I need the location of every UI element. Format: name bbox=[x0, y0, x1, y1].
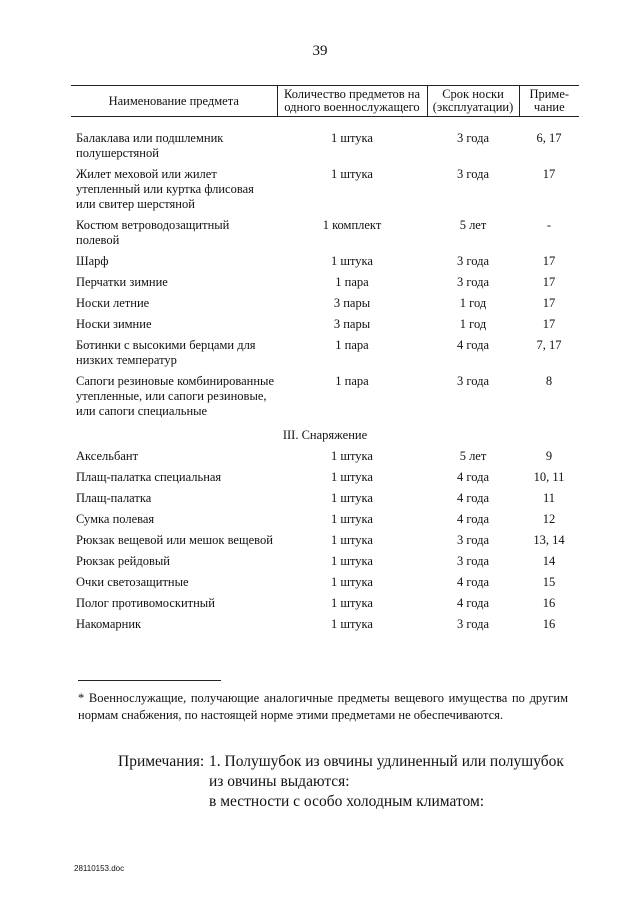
item-name-cell: Рюкзак рейдовый bbox=[76, 554, 170, 568]
note-cell: 17 bbox=[542, 296, 556, 310]
table-row bbox=[71, 533, 579, 554]
note-cell: 9 bbox=[545, 449, 553, 463]
item-name-cell: Сапоги резиновые комбинированные утепленные, или сапоги резиновые, или сапоги специальные bbox=[76, 374, 274, 418]
wear-term-cell: 1 год bbox=[459, 317, 487, 331]
item-name-cell: Аксельбант bbox=[76, 449, 139, 463]
item-name-cell: Костюм ветроводозащитный полевой bbox=[76, 218, 230, 247]
quantity-cell: 1 пара bbox=[335, 275, 369, 289]
wear-term-cell: 3 года bbox=[457, 554, 489, 568]
item-name-cell: Накомарник bbox=[76, 617, 142, 631]
quantity-cell: 3 пары bbox=[333, 317, 371, 331]
quantity-cell: 1 штука bbox=[331, 491, 373, 505]
quantity-cell: 1 пара bbox=[335, 338, 369, 352]
item-name-cell: Плащ-палатка bbox=[76, 491, 152, 505]
wear-term-cell: 3 года bbox=[457, 131, 489, 145]
note-cell: 14 bbox=[542, 554, 556, 568]
note-cell: 10, 11 bbox=[533, 470, 565, 484]
item-name-cell: Жилет меховой или жилет утепленный или куртка флисовая или свитер шерстяной bbox=[76, 167, 254, 211]
note-cell: 15 bbox=[542, 575, 556, 589]
quantity-cell: 1 штука bbox=[331, 554, 373, 568]
section-title: III. Снаряжение bbox=[282, 428, 368, 442]
table-row bbox=[71, 449, 579, 470]
item-name-cell: Носки летние bbox=[76, 296, 150, 310]
table-row bbox=[71, 296, 579, 317]
note-cell: 17 bbox=[542, 275, 556, 289]
table-row bbox=[71, 117, 579, 168]
table-row bbox=[71, 512, 579, 533]
note-cell: 12 bbox=[542, 512, 556, 526]
table-row bbox=[71, 317, 579, 338]
table-row bbox=[71, 617, 579, 638]
item-name-cell: Шарф bbox=[76, 254, 109, 268]
item-name-cell: Перчатки зимние bbox=[76, 275, 168, 289]
table-row bbox=[71, 596, 579, 617]
quantity-cell: 1 комплект bbox=[322, 218, 382, 232]
quantity-cell: 1 штука bbox=[331, 533, 373, 547]
wear-term-cell: 3 года bbox=[457, 617, 489, 631]
header-quantity: Количество предметов на одного военнослужащего bbox=[277, 86, 427, 117]
item-name-cell: Рюкзак вещевой или мешок вещевой bbox=[76, 533, 273, 547]
wear-term-cell: 4 года bbox=[457, 470, 489, 484]
item-name-cell: Носки зимние bbox=[76, 317, 152, 331]
quantity-cell: 1 штука bbox=[331, 617, 373, 631]
table-body-clothing bbox=[71, 117, 579, 426]
quantity-cell: 1 пара bbox=[335, 374, 369, 388]
quantity-cell: 1 штука bbox=[331, 575, 373, 589]
page-number: 39 bbox=[312, 43, 328, 59]
items-table bbox=[71, 85, 579, 638]
header-item-name: Наименование предмета bbox=[71, 86, 277, 117]
wear-term-cell: 5 лет bbox=[459, 449, 487, 463]
note-cell: 17 bbox=[542, 167, 556, 181]
table-row bbox=[71, 470, 579, 491]
quantity-cell: 3 пары bbox=[333, 296, 371, 310]
notes-body bbox=[209, 752, 569, 812]
note-cell: 6, 17 bbox=[536, 131, 562, 145]
table-row bbox=[71, 254, 579, 275]
table-row bbox=[71, 575, 579, 596]
note-cell: - bbox=[546, 218, 552, 232]
quantity-cell: 1 штука bbox=[331, 167, 373, 181]
table-header bbox=[71, 86, 579, 117]
note-cell: 16 bbox=[542, 596, 556, 610]
wear-term-cell: 4 года bbox=[457, 575, 489, 589]
note-cell: 17 bbox=[542, 254, 556, 268]
note-cell: 8 bbox=[545, 374, 553, 388]
notes-line-2: в местности с особо холодным климатом: bbox=[209, 793, 485, 810]
table-section bbox=[71, 425, 579, 449]
table-row bbox=[71, 491, 579, 512]
notes-label: Примечания: bbox=[118, 753, 205, 770]
table-row bbox=[71, 374, 579, 425]
item-name-cell: Балаклава или подшлемник полушерстяной bbox=[76, 131, 224, 160]
table-row bbox=[71, 338, 579, 374]
wear-term-cell: 4 года bbox=[457, 512, 489, 526]
item-name-cell: Ботинки с высокими берцами для низких температур bbox=[76, 338, 256, 367]
table-row bbox=[71, 554, 579, 575]
quantity-cell: 1 штука bbox=[331, 470, 373, 484]
note-cell: 11 bbox=[542, 491, 556, 505]
note-cell: 17 bbox=[542, 317, 556, 331]
section-row bbox=[71, 425, 579, 449]
note-cell: 7, 17 bbox=[536, 338, 562, 352]
wear-term-cell: 5 лет bbox=[459, 218, 487, 232]
table-row bbox=[71, 167, 579, 218]
wear-term-cell: 3 года bbox=[457, 533, 489, 547]
notes-line-1: 1. Полушубок из овчины удлиненный или полушубок из овчины выдаются: bbox=[209, 753, 564, 790]
wear-term-cell: 4 года bbox=[457, 338, 489, 352]
quantity-cell: 1 штука bbox=[331, 254, 373, 268]
quantity-cell: 1 штука bbox=[331, 449, 373, 463]
quantity-cell: 1 штука bbox=[331, 131, 373, 145]
note-cell: 16 bbox=[542, 617, 556, 631]
wear-term-cell: 3 года bbox=[457, 167, 489, 181]
document-file-code: 28110153.doc bbox=[74, 864, 125, 873]
item-name-cell: Сумка полевая bbox=[76, 512, 155, 526]
quantity-cell: 1 штука bbox=[331, 596, 373, 610]
table-body-equipment bbox=[71, 449, 579, 638]
item-name-cell: Полог противомоскитный bbox=[76, 596, 215, 610]
wear-term-cell: 1 год bbox=[459, 296, 487, 310]
footnote-divider bbox=[78, 680, 221, 681]
item-name-cell: Плащ-палатка специальная bbox=[76, 470, 222, 484]
table-row bbox=[71, 275, 579, 296]
item-name-cell: Очки светозащитные bbox=[76, 575, 189, 589]
header-note: Приме-чание bbox=[519, 86, 579, 117]
wear-term-cell: 4 года bbox=[457, 596, 489, 610]
note-cell: 13, 14 bbox=[533, 533, 565, 547]
table-row bbox=[71, 218, 579, 254]
wear-term-cell: 3 года bbox=[457, 374, 489, 388]
header-wear-term: Срок носки (эксплуатации) bbox=[427, 86, 519, 117]
wear-term-cell: 4 года bbox=[457, 491, 489, 505]
footnote: * Военнослужащие, получающие аналогичные предметы вещевого имущества по другим нормам снабжения, по настоящей норме этими предметами не обеспечиваются. bbox=[78, 691, 568, 722]
quantity-cell: 1 штука bbox=[331, 512, 373, 526]
wear-term-cell: 3 года bbox=[457, 254, 489, 268]
wear-term-cell: 3 года bbox=[457, 275, 489, 289]
